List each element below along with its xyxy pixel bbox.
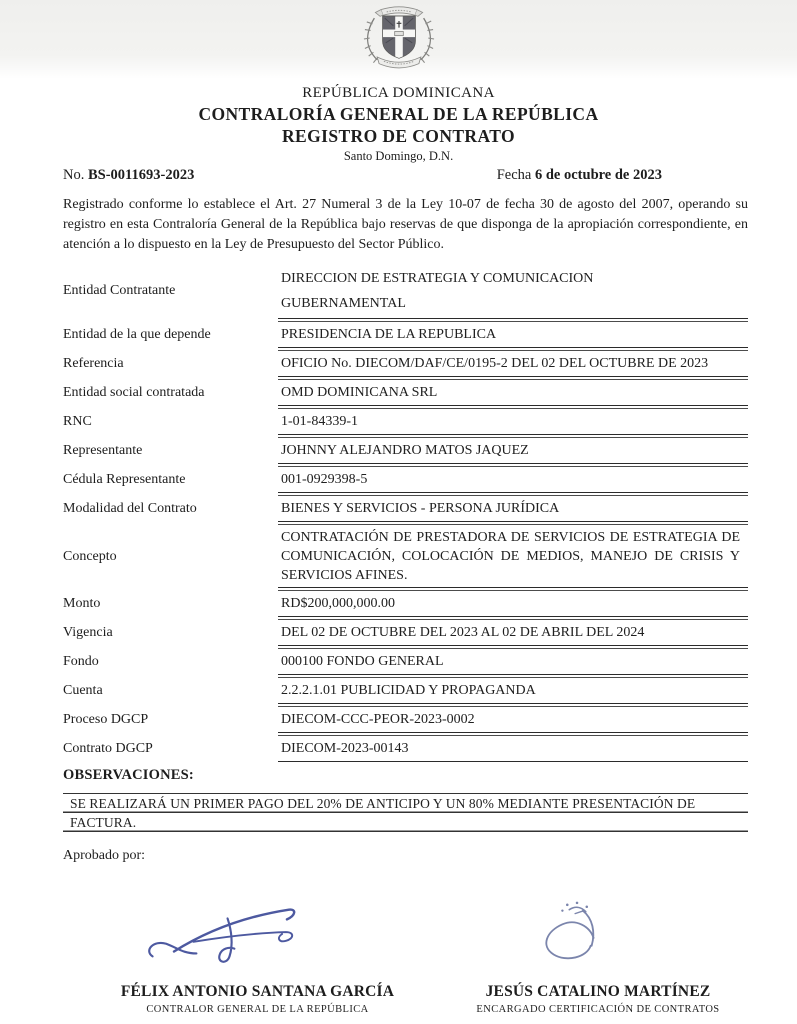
contract-fields-table	[63, 262, 748, 762]
field-row	[63, 379, 748, 406]
field-value: 001-0929398-5	[281, 472, 368, 487]
intro-paragraph: Registrado conforme lo establece el Art. 27 Numeral 3 de la Ley 10-07 de fecha 30 de agosto del 2007, operando su registro en esta Contraloría General de la República bajo reservas de que disponga de la apropiación correspondiente, en atención a lo dispuesto en la Ley de Presupuesto del Sector Público.	[63, 197, 748, 252]
field-label: Cédula Representante	[63, 472, 186, 487]
field-row	[63, 321, 748, 348]
header-document-type: REGISTRO DE CONTRATO	[282, 126, 515, 146]
field-value-cell	[278, 590, 748, 617]
document-number-value: BS-0011693-2023	[87, 167, 195, 183]
field-value: DIECOM-2023-00143	[281, 741, 409, 756]
field-value: 2.2.2.1.01 PUBLICIDAD Y PROPAGANDA	[281, 683, 536, 698]
observations-heading: OBSERVACIONES:	[63, 767, 194, 783]
field-value: 1-01-84339-1	[281, 414, 358, 429]
field-value-cell	[278, 495, 748, 522]
field-value: DIRECCION DE ESTRATEGIA Y COMUNICACION GUBERNAMENTAL	[281, 271, 594, 311]
header-institution: CONTRALORÍA GENERAL DE LA REPÚBLICA	[198, 104, 599, 124]
field-label: Referencia	[63, 356, 124, 371]
field-value: 000100 FONDO GENERAL	[281, 654, 444, 669]
signatory-name: FÉLIX ANTONIO SANTANA GARCÍA	[120, 983, 395, 1000]
page-header-band	[0, 0, 797, 79]
field-label: Entidad de la que depende	[63, 327, 211, 342]
field-label: RNC	[63, 414, 92, 429]
field-value-cell	[278, 408, 748, 435]
document-meta-row	[63, 167, 748, 184]
signatory-title: CONTRALOR GENERAL DE LA REPÚBLICA	[146, 1004, 369, 1015]
field-row	[63, 619, 748, 646]
field-value-cell	[278, 706, 748, 733]
signatures-row	[63, 888, 748, 1016]
field-row	[63, 524, 748, 588]
field-label: Entidad Contratante	[63, 283, 176, 298]
field-label: Modalidad del Contrato	[63, 501, 197, 516]
document-header	[0, 85, 797, 164]
observations-text: SE REALIZARÁ UN PRIMER PAGO DEL 20% DE ANTICIPO Y UN 80% MEDIANTE PRESENTACIÓN DE FACTURA.	[70, 796, 696, 830]
field-value-cell	[278, 350, 748, 377]
approved-by-label: Aprobado por:	[63, 848, 146, 863]
field-value: DEL 02 DE OCTUBRE DEL 2023 AL 02 DE ABRIL DEL 2024	[281, 625, 645, 640]
field-row	[63, 262, 748, 319]
signature-felix-santana-icon	[137, 894, 322, 974]
field-row	[63, 677, 748, 704]
field-value: BIENES Y SERVICIOS - PERSONA JURÍDICA	[281, 501, 560, 516]
document-date-value: 6 de octubre de 2023	[534, 167, 662, 183]
field-value-cell	[278, 262, 748, 319]
field-value-cell	[278, 321, 748, 348]
field-label: Proceso DGCP	[63, 712, 149, 727]
field-label: Concepto	[63, 548, 117, 564]
signature-jesus-martinez-icon	[519, 898, 637, 974]
field-row	[63, 706, 748, 733]
field-label: Entidad social contratada	[63, 385, 205, 400]
field-value-cell	[278, 437, 748, 464]
field-value-cell	[278, 648, 748, 675]
field-row	[63, 735, 748, 762]
field-value: JOHNNY ALEJANDRO MATOS JAQUEZ	[281, 443, 529, 458]
document-number	[63, 167, 194, 184]
field-row	[63, 466, 748, 493]
field-label: Monto	[63, 596, 101, 611]
field-value-cell	[278, 379, 748, 406]
header-city: Santo Domingo, D.N.	[343, 149, 454, 163]
field-value-cell	[278, 524, 748, 588]
field-row	[63, 590, 748, 617]
field-value-cell	[278, 466, 748, 493]
field-value-cell	[278, 735, 748, 762]
document-date	[497, 167, 662, 184]
field-value-cell	[278, 677, 748, 704]
field-row	[63, 437, 748, 464]
observations-box	[63, 793, 748, 833]
field-label: Contrato DGCP	[63, 741, 153, 756]
signature-area-right	[428, 888, 728, 974]
document-date-label: Fecha	[496, 167, 532, 183]
dominican-coat-of-arms-icon	[351, 3, 447, 75]
field-value: OMD DOMINICANA SRL	[281, 385, 438, 400]
signatory-title: ENCARGADO CERTIFICACIÓN DE CONTRATOS	[476, 1004, 720, 1015]
field-row	[63, 648, 748, 675]
header-country: REPÚBLICA DOMINICANA	[302, 85, 495, 101]
signature-area-left	[57, 888, 402, 974]
field-row	[63, 495, 748, 522]
document-number-label: No.	[63, 167, 85, 183]
field-value: PRESIDENCIA DE LA REPUBLICA	[281, 327, 497, 342]
field-value: OFICIO No. DIECOM/DAF/CE/0195-2 DEL 02 DEL OCTUBRE DE 2023	[281, 356, 709, 371]
field-label: Representante	[63, 443, 143, 458]
signature-block-encargado	[448, 888, 748, 1016]
field-value: CONTRATACIÓN DE PRESTADORA DE SERVICIOS DE ESTRATEGIA DE COMUNICACIÓN, COLOCACIÓN DE MEDIOS, MANEJO DE CRISIS Y SERVICIOS AFINES.	[281, 530, 740, 583]
field-row	[63, 408, 748, 435]
field-row	[63, 350, 748, 377]
signature-block-contralor	[85, 888, 430, 1016]
field-label: Cuenta	[63, 683, 103, 698]
signatory-name: JESÚS CATALINO MARTÍNEZ	[485, 983, 711, 1000]
field-value-cell	[278, 619, 748, 646]
field-value: DIECOM-CCC-PEOR-2023-0002	[281, 712, 475, 727]
field-value: RD$200,000,000.00	[281, 596, 395, 611]
field-label: Vigencia	[63, 625, 113, 640]
field-label: Fondo	[63, 654, 99, 669]
